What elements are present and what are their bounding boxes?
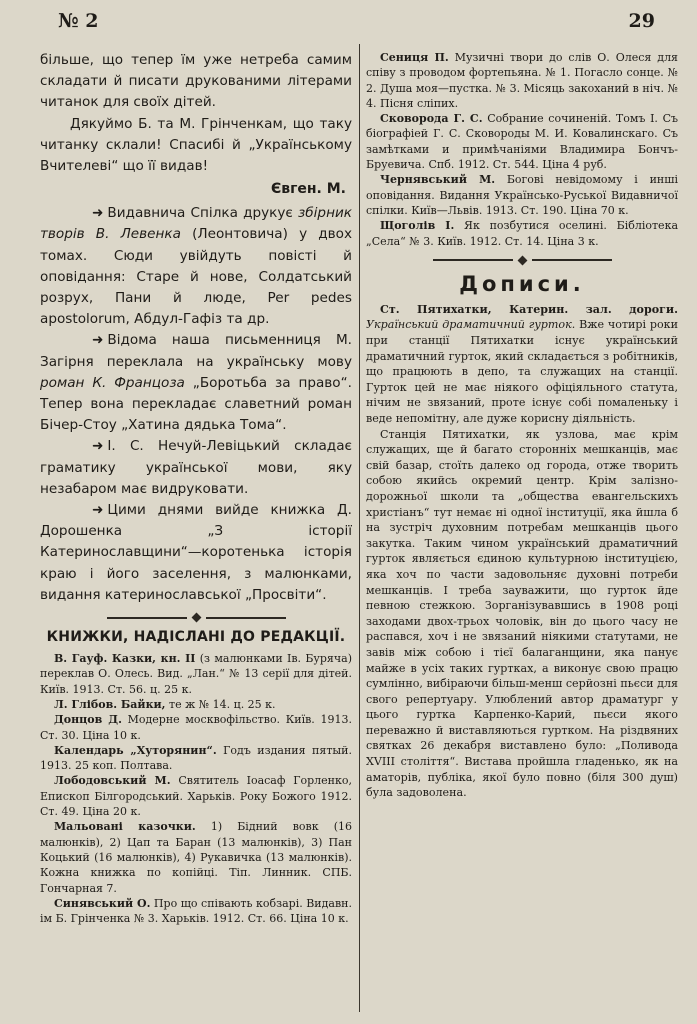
book-entry: В. Гауф. Казки, кн. II (з малюнками Ів. Буряча) переклав О. Олесь. Вид. „Лан.“ № 13 серії для дітей. Київ. 1913. Ст. 56. ц. 25 к. xyxy=(40,652,352,696)
page-number: 29 xyxy=(628,10,655,32)
book-entry: Чернявський М. Богові невідомому і инші оповідання. Видання Українсько-Руської Видавничої спілки. Київ—Львів. 1913. Ст. 190. Ціна 70 к. xyxy=(366,173,678,217)
arrow-icon: ➜ xyxy=(92,205,104,222)
book-entry: Донцов Д. Модерне москвофільство. Київ. 1913. Ст. 30. Ціна 10 к. xyxy=(40,713,352,742)
right-column xyxy=(366,50,678,1012)
news-item: ➜ Видавнича Спілка друкує збірник творів В. Левенка (Леонтовича) у двох томах. Сюди увійдуть повісті й оповідання: Старе й нове, Солдатський розрух, Пани й люде, Per pedes apostolorum, Абдул-Гафіз та др. xyxy=(40,205,352,328)
dopys-paragraph-2: Станція Пятихатки, як узлова, має крім служащих, ще й багато сторонніх мешканців, має свій базар, стоїть далеко од города, отже творить собою якийсь окремий центр. Крім залізно-дорожньої школи та „общества евангельскихъ христіанъ“ тут немає ні одної інституції, яка йшла б на зустріч духовним потребам мешканців цього закутка. Таким чином український драматичний гурток являється єдиною культурною інституцією, яка хоч по части задовольняє духовні потреби мешканців. І треба зауважити, що гурток йде певною стежкою. Зорганізувавшись в 1908 році заходами двох-трьох чоловік, він до цього часу не распався, хоч і не звязаний ніякими статутами, не завів між собою і тієї балаганщини, яка панує майже в усіх таких гуртках, а виконує свою працю сумлінно, вибіраючи більш-менш серйозні пьєси для свого репертуару. Улюблений автор драматург у цього гуртка Карпенко-Карий, пьєси якого переважно й виставляються гуртком. На різдвяних святках 26 декабря виставлено було: „Поливода XVIII століття“. Вистава пройшла гладенько, як на аматорів, публіка, якої було повно (біля 300 душ) була задоволена. xyxy=(366,427,678,800)
arrow-icon: ➜ xyxy=(92,332,104,349)
books-list xyxy=(40,651,352,926)
book-entry: Синявський О. Про що співають кобзарі. Видавн. ім Б. Грінченка № 3. Харьків. 1912. Ст. 66. Ціна 10 к. xyxy=(40,896,352,926)
intro-paragraph-1: більше, що тепер їм уже нетреба самим складати й писати друкованими літерами читанок для своїх дітей. xyxy=(40,52,352,111)
book-entry: Мальовані казочки. 1) Бідний вовк (16 малюнків), 2) Цап та Баран (13 малюнків), 3) Пан Коцький (16 малюнків), 4) Рукавичка (13 малюнків). Кожна книжка по копійці. Тіп. Линник. СПБ. Гончарная 7. xyxy=(40,820,352,895)
dopysy-section-title: Дописи. xyxy=(459,271,585,296)
book-entry: Лободовський М. Святитель Іоасаф Горленко, Епископ Білгородський. Харьків. Року Божого 1912. Ст. 49. Ціна 20 к. xyxy=(40,774,352,819)
issue-number: № 2 xyxy=(58,10,99,32)
books-section-title: КНИЖКИ, НАДІСЛАНІ ДО РЕДАКЦІЇ. xyxy=(46,629,346,646)
book-entry: Сениця П. Музичні твори до слів О. Олеся для співу з проводом фортепьяна. № 1. Погасло сонце. № 2. Душа моя—пустка. № 3. Місяць закоханий в ніч. № 4. Пісня сліпих. xyxy=(366,51,678,110)
news-item: ➜ Цими днями вийде книжка Д. Дорошенка „З історії Катеринославщини“—коротенька історія краю і його заселення, з малюнками, видання катеринославської „Просвіти“. xyxy=(40,502,352,603)
book-entry: Сковорода Г. С. Собрание сочиненій. Томъ І. Съ біографіей Г. С. Сковороды М. И. Ковалинскаго. Съ замѣтками и примѣчаніями Владимира Бончъ-Бруевича. Спб. 1912. Ст. 544. Ціна 4 руб. xyxy=(366,112,678,172)
intro-paragraph-2: Дякуймо Б. та М. Грінченкам, що таку читанку склали! Спасибі й „Українському Вчителеві“ що її видав! xyxy=(40,115,352,175)
news-item: ➜ Відома наша письменниця М. Загірня переклала на українську мову роман К. Францоза „Боротьба за право“. Тепер вона перекладає славетний роман Бічер-Стоу „Хатина дядька Тома“. xyxy=(40,332,352,434)
dopys-paragraph-1: Ст. Пятихатки, Катерин. зал. дороги. Український драматичний гурток. Вже чотирі роки при станції Пятихатки існує український драматичний гурток, який складається з робітників, що працюють в депо, та служащих на станції. Гурток цей не має ніякого офіціяльного статута, нічим не звязаний, проте існує собі помаленьку і веде непомітну, але дуже корисну діяльність. xyxy=(366,302,678,426)
book-entry: Л. Глібов. Байки, те ж № 14. ц. 25 к. xyxy=(54,697,276,711)
book-entry: Щоголів І. Як позбутися оселині. Бібліотека „Села“ № 3. Київ. 1912. Ст. 14. Ціна 3 к. xyxy=(366,219,678,248)
column-divider xyxy=(359,44,360,1012)
book-entry: Календарь „Хуторянин“. Годъ издания пятый. 1913. 25 коп. Полтава. xyxy=(40,743,352,773)
news-item: ➜ І. С. Нечуй-Левіцький складає граматику української мови, яку незабаром має видруковати. xyxy=(40,438,352,497)
left-column xyxy=(40,50,352,1012)
signature: Євген. М. xyxy=(270,181,346,198)
separator xyxy=(40,614,352,621)
arrow-icon: ➜ xyxy=(92,438,104,455)
arrow-icon: ➜ xyxy=(92,502,104,519)
separator xyxy=(366,257,678,264)
books-list-continued xyxy=(366,50,678,249)
